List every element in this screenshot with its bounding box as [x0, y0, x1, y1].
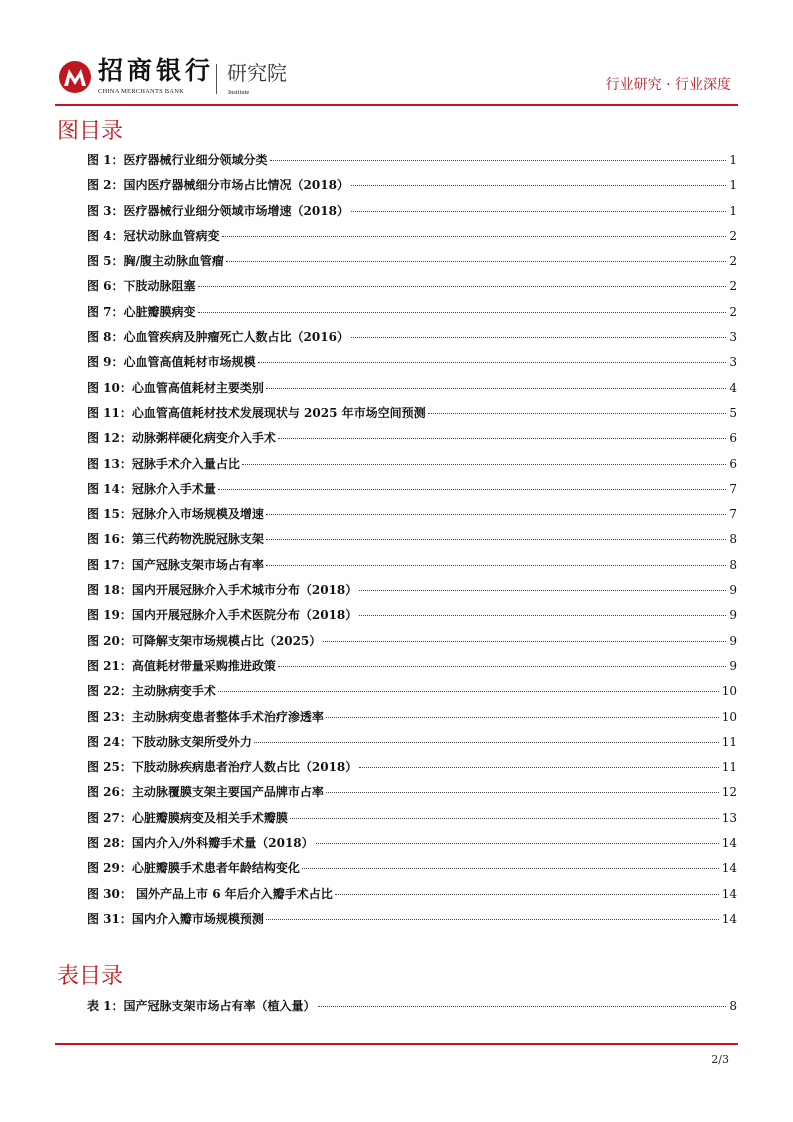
toc-entry[interactable]	[87, 404, 737, 429]
toc-entry-page: 2	[729, 254, 737, 269]
toc-entry-page: 14	[721, 836, 737, 851]
institute-name: 研究院	[227, 61, 287, 85]
toc-entry-label: 图 13：冠脉手术介入量占比	[87, 456, 240, 471]
toc-entry[interactable]	[87, 530, 737, 555]
toc-entry-label: 图 22：主动脉病变手术	[87, 684, 216, 699]
toc-leader-dots	[198, 312, 727, 313]
toc-leader-dots	[290, 818, 719, 819]
toc-entry-page: 1	[729, 153, 737, 167]
toc-entry-page: 7	[729, 481, 737, 496]
toc-entry[interactable]	[87, 151, 737, 176]
toc-leader-dots	[326, 717, 719, 718]
toc-entry[interactable]	[87, 379, 737, 404]
toc-leader-dots	[335, 894, 719, 895]
toc-entry[interactable]	[87, 632, 737, 657]
toc-entry[interactable]	[87, 202, 737, 227]
tables-section-title: 表目录	[57, 964, 124, 989]
toc-entry-label: 图 1：医疗器械行业细分领域分类	[87, 153, 268, 167]
toc-entry-page: 1	[729, 178, 737, 193]
figures-section-title: 图目录	[57, 119, 124, 144]
logo-divider	[216, 64, 217, 94]
toc-leader-dots	[254, 742, 719, 743]
toc-leader-dots	[266, 919, 719, 920]
toc-entry[interactable]	[87, 733, 737, 758]
toc-entry-page: 12	[721, 785, 737, 800]
toc-leader-dots	[258, 362, 727, 363]
toc-entry-label: 表 1：国产冠脉支架市场占有率（植入量）	[87, 999, 316, 1013]
toc-leader-dots	[266, 565, 726, 566]
toc-entry-label: 图 15：冠脉介入市场规模及增速	[87, 507, 264, 522]
toc-entry-label: 图 8：心血管疾病及肿瘤死亡人数占比（2016）	[87, 330, 349, 345]
toc-leader-dots	[428, 413, 727, 414]
toc-leader-dots	[326, 792, 719, 793]
toc-leader-dots	[266, 514, 726, 515]
toc-leader-dots	[302, 868, 719, 869]
toc-entry[interactable]	[87, 277, 737, 302]
toc-entry-label: 图 16：第三代药物洗脱冠脉支架	[87, 532, 264, 547]
toc-entry[interactable]	[87, 505, 737, 530]
footer-rule	[55, 1043, 738, 1045]
toc-entry-label: 图 30： 国外产品上市 6 年后介入瓣手术占比	[87, 886, 333, 901]
toc-leader-dots	[359, 615, 726, 616]
toc-leader-dots	[226, 261, 726, 262]
institute-english-name: Institute	[228, 89, 250, 96]
toc-leader-dots	[351, 337, 726, 338]
toc-entry-page: 10	[721, 684, 737, 699]
toc-entry-page: 3	[729, 355, 737, 370]
toc-entry[interactable]	[87, 252, 737, 277]
toc-entry-page: 14	[721, 861, 737, 876]
toc-leader-dots	[218, 489, 726, 490]
toc-entry-page: 6	[729, 456, 737, 471]
toc-entry-label: 图 27：心脏瓣膜病变及相关手术瓣膜	[87, 810, 288, 825]
toc-entry-label: 图 4：冠状动脉血管病变	[87, 228, 220, 243]
toc-entry-page: 8	[729, 557, 737, 572]
toc-entry-page: 14	[721, 886, 737, 901]
toc-entry[interactable]	[87, 227, 737, 252]
toc-leader-dots	[359, 767, 718, 768]
toc-entry[interactable]	[87, 556, 737, 581]
toc-entry-label: 图 23：主动脉病变患者整体手术治疗渗透率	[87, 709, 324, 724]
toc-entry-label: 图 9：心血管高值耗材市场规模	[87, 355, 256, 370]
report-type-label: 行业研究 · 行业深度	[605, 77, 731, 93]
toc-entry-page: 9	[729, 658, 737, 673]
toc-leader-dots	[266, 388, 726, 389]
toc-entry[interactable]	[87, 809, 737, 834]
page-number: 2/3	[711, 1053, 729, 1066]
toc-entry-label: 图 21：高值耗材带量采购推进政策	[87, 658, 276, 673]
toc-entry-page: 6	[729, 431, 737, 446]
header-rule	[55, 104, 738, 106]
toc-leader-dots	[351, 185, 726, 186]
logo-english-name: CHINA MERCHANTS BANK	[98, 88, 184, 95]
toc-entry-page: 8	[729, 532, 737, 547]
toc-entry-page: 9	[729, 608, 737, 623]
toc-entry[interactable]	[87, 859, 737, 884]
toc-entry[interactable]	[87, 455, 737, 480]
toc-entry-page: 11	[721, 760, 737, 775]
toc-leader-dots	[316, 843, 719, 844]
toc-entry[interactable]	[87, 429, 737, 454]
toc-entry-label: 图 2：国内医疗器械细分市场占比情况（2018）	[87, 178, 349, 193]
toc-leader-dots	[359, 590, 726, 591]
toc-entry[interactable]	[87, 997, 737, 1022]
toc-entry-label: 图 12：动脉粥样硬化病变介入手术	[87, 431, 276, 446]
toc-entry-page: 3	[729, 330, 737, 345]
toc-leader-dots	[266, 539, 726, 540]
toc-entry-page: 2	[729, 228, 737, 243]
toc-leader-dots	[318, 1006, 727, 1007]
toc-entry-page: 1	[729, 203, 737, 218]
toc-leader-dots	[222, 236, 727, 237]
toc-entry-page: 14	[721, 911, 737, 926]
toc-entry[interactable]	[87, 328, 737, 353]
toc-leader-dots	[278, 666, 726, 667]
toc-entry-page: 4	[729, 380, 737, 395]
toc-entry[interactable]	[87, 581, 737, 606]
toc-entry-label: 图 28：国内介入/外科瓣手术量（2018）	[87, 836, 314, 851]
toc-entry-page: 5	[729, 405, 737, 420]
toc-entry[interactable]	[87, 682, 737, 707]
toc-entry[interactable]	[87, 885, 737, 910]
toc-leader-dots	[323, 641, 726, 642]
toc-entry[interactable]	[87, 657, 737, 682]
logo-chinese-name: 招商银行	[98, 56, 215, 85]
toc-entry-page: 7	[729, 507, 737, 522]
toc-entry-label: 图 26：主动脉覆膜支架主要国产品牌市占率	[87, 785, 324, 800]
toc-entry-label: 图 7：心脏瓣膜病变	[87, 304, 196, 319]
toc-entry-label: 图 19：国内开展冠脉介入手术医院分布（2018）	[87, 608, 358, 623]
toc-entry-page: 9	[729, 583, 737, 598]
toc-entry-label: 图 3：医疗器械行业细分领域市场增速（2018）	[87, 203, 349, 218]
toc-entry-page: 10	[721, 709, 737, 724]
toc-entry-label: 图 5：胸/腹主动脉血管瘤	[87, 254, 224, 269]
toc-entry-page: 2	[729, 279, 737, 294]
toc-entry[interactable]	[87, 758, 737, 783]
toc-entry[interactable]	[87, 480, 737, 505]
toc-leader-dots	[270, 160, 727, 161]
tables-list	[87, 997, 737, 1022]
toc-entry[interactable]	[87, 353, 737, 378]
toc-entry-label: 图 29：心脏瓣膜手术患者年龄结构变化	[87, 861, 300, 876]
toc-entry-label: 图 31：国内介入瓣市场规模预测	[87, 911, 264, 926]
toc-entry-page: 2	[729, 304, 737, 319]
toc-entry-label: 图 25：下肢动脉疾病患者治疗人数占比（2018）	[87, 760, 358, 775]
toc-entry-page: 8	[729, 999, 737, 1013]
toc-entry-label: 图 20：可降解支架市场规模占比（2025）	[87, 633, 322, 648]
toc-entry-label: 图 24：下肢动脉支架所受外力	[87, 734, 252, 749]
page-header	[0, 0, 793, 104]
toc-leader-dots	[242, 464, 726, 465]
cmb-logo-icon	[58, 60, 92, 94]
toc-entry[interactable]	[87, 708, 737, 733]
toc-entry-label: 图 6：下肢动脉阻塞	[87, 279, 196, 294]
toc-entry-label: 图 11：心血管高值耗材技术发展现状与 2025 年市场空间预测	[87, 405, 426, 420]
toc-entry-page: 13	[721, 810, 737, 825]
toc-leader-dots	[351, 211, 726, 212]
toc-leader-dots	[198, 286, 727, 287]
toc-entry-label: 图 14：冠脉介入手术量	[87, 481, 216, 496]
toc-entry[interactable]	[87, 910, 737, 935]
toc-entry-label: 图 10：心血管高值耗材主要类别	[87, 380, 264, 395]
toc-entry[interactable]	[87, 783, 737, 808]
toc-entry[interactable]	[87, 176, 737, 201]
toc-leader-dots	[278, 438, 726, 439]
toc-entry-label: 图 18：国内开展冠脉介入手术城市分布（2018）	[87, 583, 358, 598]
toc-entry[interactable]	[87, 834, 737, 859]
toc-entry[interactable]	[87, 303, 737, 328]
toc-leader-dots	[218, 691, 719, 692]
toc-entry[interactable]	[87, 606, 737, 631]
toc-entry-page: 11	[721, 734, 737, 749]
figures-list	[87, 151, 737, 935]
toc-entry-label: 图 17：国产冠脉支架市场占有率	[87, 557, 264, 572]
toc-entry-page: 9	[729, 633, 737, 648]
